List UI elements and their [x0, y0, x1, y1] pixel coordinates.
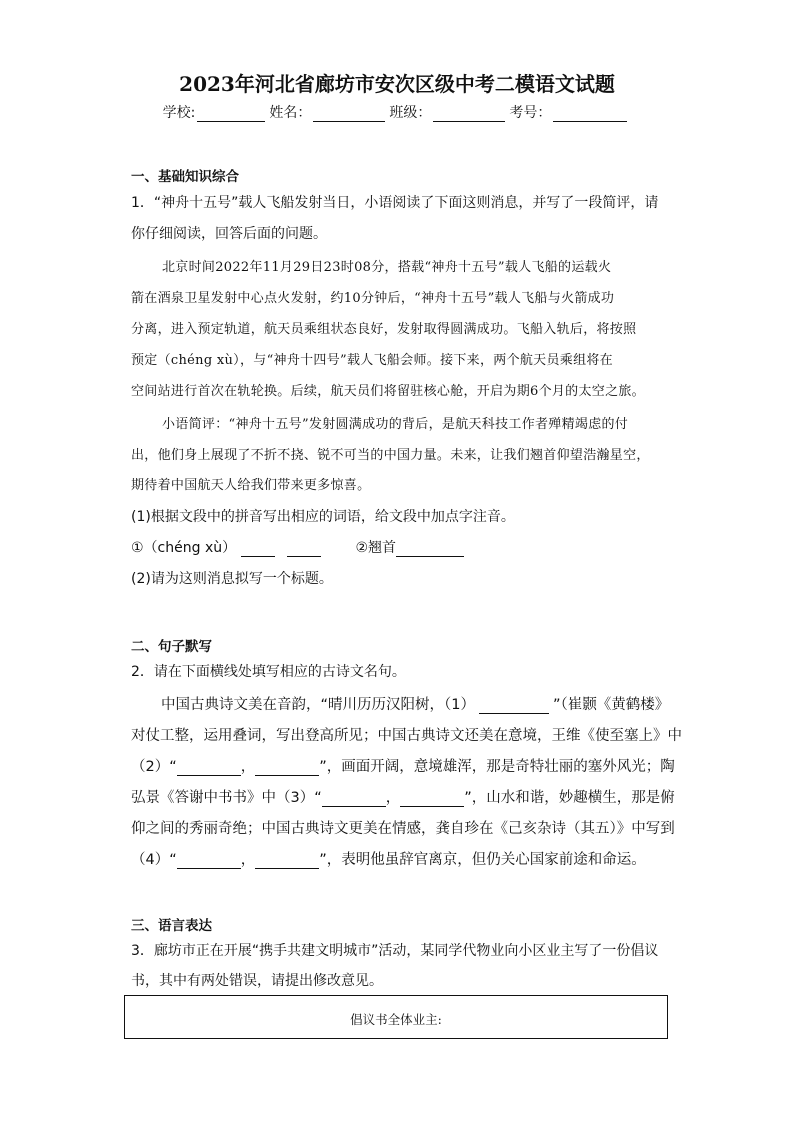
sub-question-1: (1)根据文段中的拼音写出相应的词语，给文段中加点字注音。 — [131, 509, 515, 525]
answer-1-blank-b[interactable] — [287, 542, 321, 557]
poem-line: 弘景《答谢中书书》中（3）“ ， ”，山水和谐，妙趣横生，那是俯 — [131, 790, 675, 806]
blank-4b[interactable] — [255, 854, 319, 869]
section-1-heading: 一、基础知识综合 — [131, 169, 239, 185]
name-label: 姓名： — [269, 105, 312, 121]
sub-question-1-answers — [131, 537, 671, 557]
poem-line: （4）“ ， ”，表明他虽辞官离京，但仍关心国家前途和命运。 — [131, 852, 646, 868]
proposal-salutation: 倡议书全体业主: — [350, 1012, 442, 1027]
question-2-text: 2．请在下面横线处填写相应的古诗文名句。 — [131, 664, 406, 680]
class-label: 班级： — [389, 105, 432, 121]
answer-2-label: ②翘首 — [355, 540, 397, 556]
comment-line: 出，他们身上展现了不折不挠、锐不可当的中国力量。未来，让我们翘首仰望浩瀚星空， — [131, 448, 650, 463]
name-blank[interactable] — [313, 107, 385, 122]
blank-2b[interactable] — [255, 761, 319, 776]
school-blank[interactable] — [197, 107, 265, 122]
news-line: 分离，进入预定轨道，航天员乘组状态良好，发射取得圆满成功。飞船入轨后，将按照 — [131, 322, 637, 337]
sub-question-2: (2)请为这则消息拟写一个标题。 — [131, 571, 333, 587]
news-line: 北京时间2022年11月29日23时08分，搭载“神舟十五号”载人飞船的运载火 — [162, 260, 612, 275]
blank-2a[interactable] — [177, 761, 241, 776]
section-2-heading: 二、句子默写 — [131, 639, 212, 655]
blank-3b[interactable] — [400, 792, 464, 807]
blank-4a[interactable] — [177, 854, 241, 869]
section-3-heading: 三、语言表达 — [131, 918, 212, 934]
news-line: 箭在酒泉卫星发射中心点火发射，约10分钟后，“神舟十五号”载人飞船与火箭成功 — [131, 291, 615, 306]
page-title: 2023年河北省廊坊市安次区级中考二模语文试题 — [179, 72, 615, 96]
poem-line: 对仗工整，运用叠词，写出登高所见；中国古典诗文还美在意境，王维《使至塞上》中 — [131, 728, 682, 744]
number-label: 考号： — [509, 105, 552, 121]
poem-line: （2）“ ， ”，画面开阔，意境雄浑，那是奇特壮丽的塞外风光；陶 — [131, 759, 675, 775]
blank-3a[interactable] — [322, 792, 386, 807]
news-line: 空间站进行首次在轨轮换。后续，航天员们将留驻核心舱，开启为期6个月的太空之旅。 — [131, 384, 645, 399]
student-info-row — [0, 102, 794, 122]
poem-line: 中国古典诗文美在音韵，“晴川历历汉阳树，（1） ”（崔颢《黄鹤楼》 — [161, 697, 670, 713]
proposal-box — [124, 995, 668, 1039]
school-label: 学校: — [162, 105, 196, 121]
answer-2-blank[interactable] — [396, 542, 464, 557]
question-3-text: 3．廊坊市正在开展“携手共建文明城市”活动，某同学代物业向小区业主写了一份倡议 — [131, 943, 659, 959]
class-blank[interactable] — [433, 107, 505, 122]
number-blank[interactable] — [553, 107, 627, 122]
question-1-text-cont: 你仔细阅读，回答后面的问题。 — [131, 226, 327, 242]
news-line: 预定（chéng xù），与“神舟十四号”载人飞船会师。接下来，两个航天员乘组将在 — [131, 353, 613, 368]
poem-line: 仰之间的秀丽奇绝；中国古典诗文更美在情感，龚自珍在《己亥杂诗（其五）》中写到 — [131, 821, 675, 837]
answer-1-label: ①（chéng xù） — [131, 540, 237, 556]
blank-1[interactable] — [479, 699, 549, 714]
comment-line: 期待着中国航天人给我们带来更多惊喜。 — [131, 478, 371, 493]
question-1-text: 1．“神舟十五号”载人飞船发射当日，小语阅读了下面这则消息，并写了一段简评，请 — [131, 195, 659, 211]
question-3-text-cont: 书，其中有两处错误，请提出修改意见。 — [131, 973, 383, 989]
comment-line: 小语简评：“神舟十五号”发射圆满成功的背后，是航天科技工作者殚精竭虑的付 — [162, 417, 629, 432]
answer-1-blank-a[interactable] — [241, 542, 275, 557]
